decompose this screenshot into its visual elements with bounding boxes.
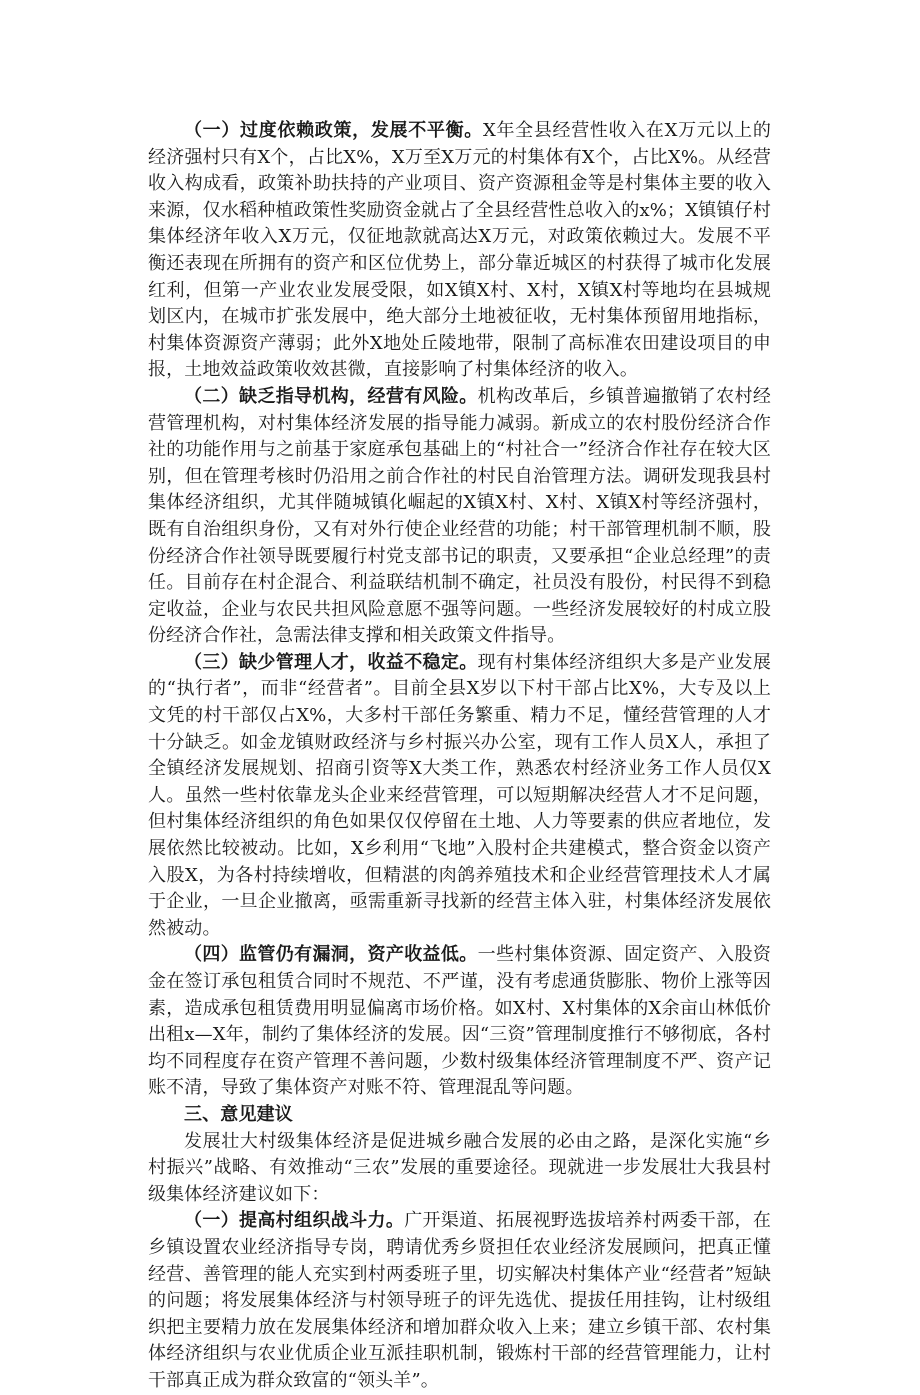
problem-2-body: 机构改革后，乡镇普遍撤销了农村经营管理机构，对村集体经济发展的指导能力减弱。新成立的农村股份经济合作社的功能作用与之前基于家庭承包基础上的“村社合一”经济合作社存在较大区别，但在管理考核时仍沿用之前合作社的村民自治管理方法。调研发现我县村集体经济组织，尤其伴随城镇化崛起的X镇X村、X村、X镇X村等经济强村，既有自治组织身份，又有对外行使企业经营的功能；村干部管理机制不顺，股份经济合作社领导既要履行村党支部书记的职责，又要承担“企业总经理”的责任。目前存在村企混合、利益联结机制不确定，社员没有股份，村民得不到稳定收益，企业与农民共担风险意愿不强等问题。一些经济发展较好的村成立股份经济合作社，急需法律支撑和相关政策文件指导。 <box>148 385 771 647</box>
problem-4-body: 一些村集体资源、固定资产、入股资金在签订承包租赁合同时不规范、不严谨，没有考虑通货膨胀、物价上涨等因素，造成承包租赁费用明显偏离市场价格。如X村、X村集体的X余亩山林低价出租x—X年，制约了集体经济的发展。因“三资”管理制度推行不够彻底，各村均不同程度存在资产管理不善问题，少数村级集体经济管理制度不严、资产记账不清，导致了集体资产对账不符、管理混乱等问题。 <box>148 944 771 1099</box>
problem-1-body: X年全县经营性收入在X万元以上的经济强村只有X个，占比X%，X万至X万元的村集体有X个，占比X%。从经营收入构成看，政策补助扶持的产业项目、资产资源租金等是村集体主要的收入来源，仅水稻种植政策性奖励资金就占了全县经营性总收入的x%；X镇镇仔村集体经济年收入X万元，仅征地款就高达X万元，对政策依赖过大。发展不平衡还表现在所拥有的资产和区位优势上，部分靠近城区的村获得了城市化发展红利，但第一产业农业发展受限，如X镇X村、X村，X镇X村等地均在县城规划区内，在城市扩张发展中，绝大部分土地被征收，无村集体预留用地指标，村集体资源资产薄弱；此外X地处丘陵地带，限制了高标准农田建设项目的申报，土地效益政策收效甚微，直接影响了村集体经济的收入。 <box>148 120 771 381</box>
problem-paragraph-3 <box>148 650 771 943</box>
problem-paragraph-4 <box>148 942 771 1102</box>
section-3-heading: 三、意见建议 <box>184 1103 293 1125</box>
problem-3-heading: （三）缺少管理人才，收益不稳定。 <box>184 651 478 673</box>
suggestion-paragraph-1 <box>148 1208 771 1394</box>
problem-3-body: 现有村集体经济组织大多是产业发展的“执行者”，而非“经营者”。目前全县X岁以下村干部占比X%，大专及以上文凭的村干部仅占X%，大多村干部任务繁重、精力不足，懂经营管理的人才十分缺乏。如金龙镇财政经济与乡村振兴办公室，现有工作人员X人，承担了全镇经济发展规划、招商引资等X大类工作，熟悉农村经济业务工作人员仅X人。虽然一些村依靠龙头企业来经营管理，可以短期解决经营人才不足问题，但村集体经济组织的角色如果仅仅停留在土地、人力等要素的供应者地位，发展依然比较被动。比如，X乡利用“飞地”入股村企共建模式，整合资金以资产入股X，为各村持续增收，但精湛的肉鸽养殖技术和企业经营管理技术人才属于企业，一旦企业撤离，亟需重新寻找新的经营主体入驻，村集体经济发展依然被动。 <box>148 651 771 939</box>
problem-1-heading: （一）过度依赖政策，发展不平衡。 <box>184 120 483 141</box>
suggestion-1-heading: （一）提高村组织战斗力。 <box>184 1210 405 1232</box>
section-3-intro: 发展壮大村级集体经济是促进城乡融合发展的必由之路，是深化实施“乡村振兴”战略、有效推动“三农”发展的重要途径。现就进一步发展壮大我县村级集体经济建议如下： <box>148 1130 771 1205</box>
problem-2-heading: （二）缺乏指导机构，经营有风险。 <box>184 385 478 407</box>
problem-paragraph-1 <box>148 118 771 384</box>
suggestion-1-body: 广开渠道、拓展视野选拔培养村两委干部，在乡镇设置农业经济指导专岗，聘请优秀乡贤担任农业经济发展顾问，把真正懂经营、善管理的能人充实到村两委班子里，切实解决村集体产业“经营者”短缺的问题；将发展集体经济与村领导班子的评先选优、提拔任用挂钩，让村级组织把主要精力放在发展集体经济和增加群众收入上来；建立乡镇干部、农村集体经济组织与农业优质企业互派挂职机制，锻炼村干部的经营管理能力，让村干部真正成为群众致富的“领头羊”。 <box>148 1210 771 1391</box>
problem-paragraph-2 <box>148 384 771 650</box>
problem-4-heading: （四）监管仍有漏洞，资产收益低。 <box>184 944 478 966</box>
document-page <box>148 118 771 1395</box>
